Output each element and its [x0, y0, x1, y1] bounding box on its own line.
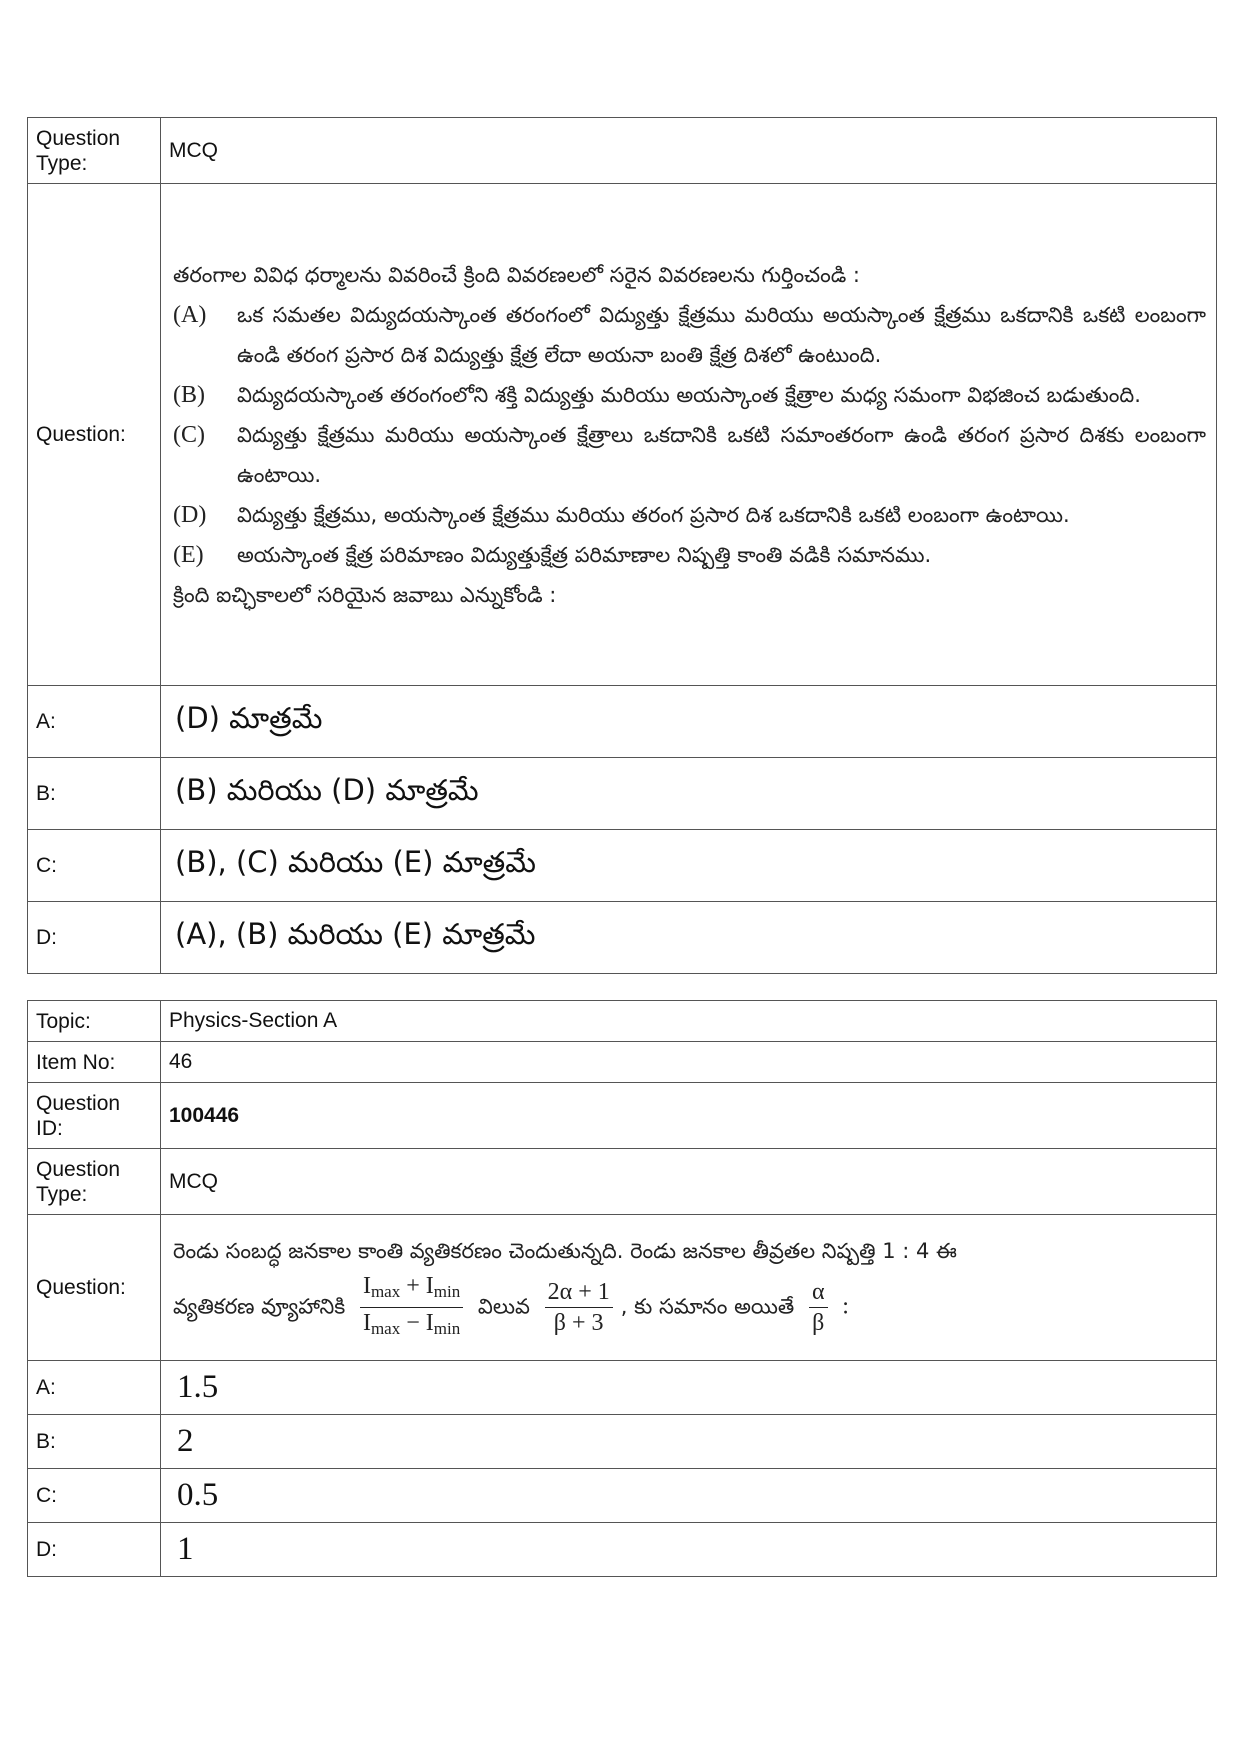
- option-text: 2: [161, 1415, 1217, 1469]
- question-label: Question:: [28, 184, 161, 686]
- question-line-2: [173, 1271, 1206, 1344]
- option-text: 1: [161, 1523, 1217, 1577]
- question-type-label: Question Type:: [28, 118, 161, 184]
- statement-b: [173, 375, 1206, 415]
- option-row-a: [28, 1361, 1217, 1415]
- statement-e: [173, 535, 1206, 575]
- option-row-c: [28, 830, 1217, 902]
- question-type-value: MCQ: [161, 118, 1217, 184]
- question-table-2: [27, 1000, 1217, 1577]
- fraction-numerator: α: [809, 1277, 828, 1308]
- fraction-denominator: β + 3: [553, 1310, 604, 1336]
- fraction-denominator: β: [812, 1310, 825, 1336]
- option-text: (B), (C) మరియు (E) మాత్రమే: [161, 830, 1217, 902]
- topic-label: Topic:: [28, 1001, 161, 1042]
- topic-row: [28, 1001, 1217, 1042]
- fraction-numerator: $I_{max} + I_{min}$: [360, 1271, 463, 1308]
- option-row-c: [28, 1469, 1217, 1523]
- alpha-beta-expression-fraction: [545, 1277, 613, 1338]
- statement-text: ఒక సమతల విద్యుదయస్కాంత తరంగంలో విద్యుత్తు క్షేత్రము మరియు అయస్కాంత క్షేత్రము ఒకదానికి ఒకటి లంబంగా ఉండి తరంగ ప్రసార దిశ విద్యుత్తు క్షేత్ర లేదా అయనా బంతి క్షేత్ర దిశలో ఉంటుంది.: [237, 302, 1206, 367]
- statement-text: విద్యుదయస్కాంత తరంగంలోని శక్తి విద్యుత్తు మరియు అయస్కాంత క్షేత్రాల మధ్య సమంగా విభజించ బడుతుంది.: [237, 382, 1141, 407]
- question-type-row: [28, 1149, 1217, 1215]
- option-row-d: [28, 1523, 1217, 1577]
- item-no-row: [28, 1042, 1217, 1083]
- statement-marker: (A): [173, 301, 207, 328]
- option-label: A:: [28, 1361, 161, 1415]
- question-label: Question:: [28, 1215, 161, 1361]
- question-line-1: రెండు సంబద్ధ జనకాల కాంతి వ్యతికరణం చెందుతున్నది. రెండు జనకాల తీవ్రతల నిష్పత్తి 1 : 4 ఈ: [173, 1239, 957, 1263]
- question-row: [28, 1215, 1217, 1361]
- option-label: B:: [28, 758, 161, 830]
- statement-marker: (E): [173, 541, 204, 568]
- question-id-label: Question ID:: [28, 1083, 161, 1149]
- item-no-value: 46: [161, 1042, 1217, 1083]
- question-table-1: [27, 117, 1217, 974]
- option-text: (B) మరియు (D) మాత్రమే: [161, 758, 1217, 830]
- option-label: D:: [28, 1523, 161, 1577]
- option-text: 1.5: [161, 1361, 1217, 1415]
- item-no-label: Item No:: [28, 1042, 161, 1083]
- intensity-ratio-fraction: [360, 1271, 463, 1344]
- option-label: A:: [28, 686, 161, 758]
- question-body: [161, 1215, 1217, 1361]
- option-text: (D) మాత్రమే: [161, 686, 1217, 758]
- question-line-2-pre: వ్యతికరణ వ్యూహానికి: [173, 1294, 346, 1319]
- alpha-over-beta-fraction: [809, 1277, 828, 1338]
- option-label: C:: [28, 830, 161, 902]
- topic-value: Physics-Section A: [161, 1001, 1217, 1042]
- option-text: 0.5: [161, 1469, 1217, 1523]
- option-label: C:: [28, 1469, 161, 1523]
- question-row: [28, 184, 1217, 686]
- question-type-value: MCQ: [161, 1149, 1217, 1215]
- statement-c: [173, 415, 1206, 495]
- statement-text: అయస్కాంత క్షేత్ర పరిమాణం విద్యుత్తుక్షేత్ర పరిమాణాల నిష్పత్తి కాంతి వడికి సమానము.: [237, 542, 932, 567]
- question-intro: తరంగాల వివిధ ధర్మాలను వివరించే క్రింది వివరణలలో సరైన వివరణలను గుర్తించండి :: [173, 262, 861, 287]
- question-line-2-mid: విలువ: [477, 1294, 530, 1319]
- question-line-2-end: :: [842, 1293, 849, 1320]
- statement-marker: (C): [173, 421, 205, 448]
- fraction-numerator: 2α + 1: [545, 1277, 613, 1308]
- option-label: D:: [28, 902, 161, 974]
- question-outro: క్రింది ఐచ్ఛికాలలో సరియైన జవాబు ఎన్నుకోండి :: [173, 582, 557, 607]
- question-body: [161, 184, 1217, 686]
- question-id-value: 100446: [161, 1083, 1217, 1149]
- statement-a: [173, 295, 1206, 375]
- statement-text: విద్యుత్తు క్షేత్రము మరియు అయస్కాంత క్షేత్రాలు ఒకదానికి ఒకటి సమాంతరంగా ఉండి తరంగ ప్రసార దిశకు లంబంగా ఉంటాయి.: [237, 422, 1206, 487]
- question-line-2-post: , కు సమానం అయితే: [620, 1294, 795, 1319]
- option-row-b: [28, 1415, 1217, 1469]
- statement-marker: (B): [173, 381, 205, 408]
- option-label: B:: [28, 1415, 161, 1469]
- statement-marker: (D): [173, 501, 207, 528]
- statement-text: విద్యుత్తు క్షేత్రము, అయస్కాంత క్షేత్రము మరియు తరంగ ప్రసార దిశ ఒకదానికి ఒకటి లంబంగా ఉంటాయి.: [237, 502, 1070, 527]
- option-row-a: [28, 686, 1217, 758]
- statement-d: [173, 495, 1206, 535]
- question-id-row: [28, 1083, 1217, 1149]
- question-type-label: Question Type:: [28, 1149, 161, 1215]
- option-row-b: [28, 758, 1217, 830]
- option-row-d: [28, 902, 1217, 974]
- option-text: (A), (B) మరియు (E) మాత్రమే: [161, 902, 1217, 974]
- question-type-row: [28, 118, 1217, 184]
- fraction-denominator: $I_{max} - I_{min}$: [362, 1310, 461, 1338]
